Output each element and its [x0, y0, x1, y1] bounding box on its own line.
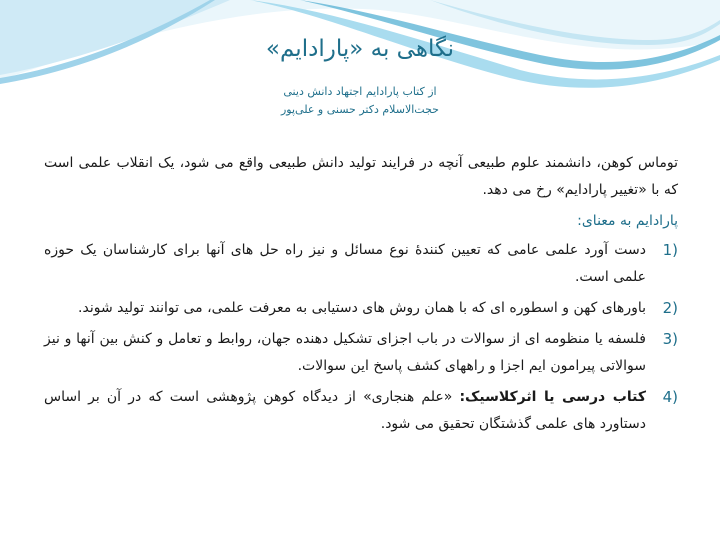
slide-title: نگاهی به «پارادایم» [265, 36, 455, 62]
list-item [44, 326, 678, 380]
meanings-list [44, 237, 678, 438]
intro-paragraph: توماس کوهن، دانشمند علوم طبیعی آنچه در فرایند تولید دانش طبیعی واقع می شود، یک انقلاب علمی است که با «تغییر پارادایم» رخ می دهد. [44, 155, 678, 198]
item-number: 1) [662, 241, 678, 259]
item-text: دست آورد علمی عامی که تعیین کنندۀ نوع مسائل و نیز راه حل های آنها برای کارشناسان یک حوزه علمی است. [44, 242, 646, 285]
list-item [44, 295, 678, 322]
item-number: 4) [662, 388, 678, 406]
list-item [44, 384, 678, 438]
meanings-heading: پارادایم به معنای: [577, 213, 678, 229]
slide-body [44, 150, 678, 442]
item-text: باورهای کهن و اسطوره ای که با همان روش های دستیابی به معرفت علمی، می توانند تولید شوند. [78, 300, 646, 316]
item-text: «علم هنجاری» از دیدگاه کوهن پژوهشی است که در آن بر اساس دستاورد های علمی گذشتگان تحقیق می شود. [44, 389, 646, 432]
item-number: 3) [662, 330, 678, 348]
list-item [44, 237, 678, 291]
item-text: فلسفه یا منظومه ای از سوالات در باب اجزای تشکیل دهنده جهان، روابط و تعامل و کنش بین آنها و نیز سوالاتی پیرامون ایم اجزا و راههای کشف پاسخ این سوالات. [44, 331, 646, 374]
header-wave-decoration [0, 0, 720, 140]
slide-subtitle-authors: حجت‌الاسلام دکتر حسنی و علی‌پور [281, 103, 439, 116]
item-number: 2) [662, 299, 678, 317]
slide-subtitle-source: از کتاب پارادایم اجتهاد دانش دینی [283, 85, 437, 98]
item-bold-label: کتاب درسی یا اثرکلاسیک: [459, 389, 646, 405]
